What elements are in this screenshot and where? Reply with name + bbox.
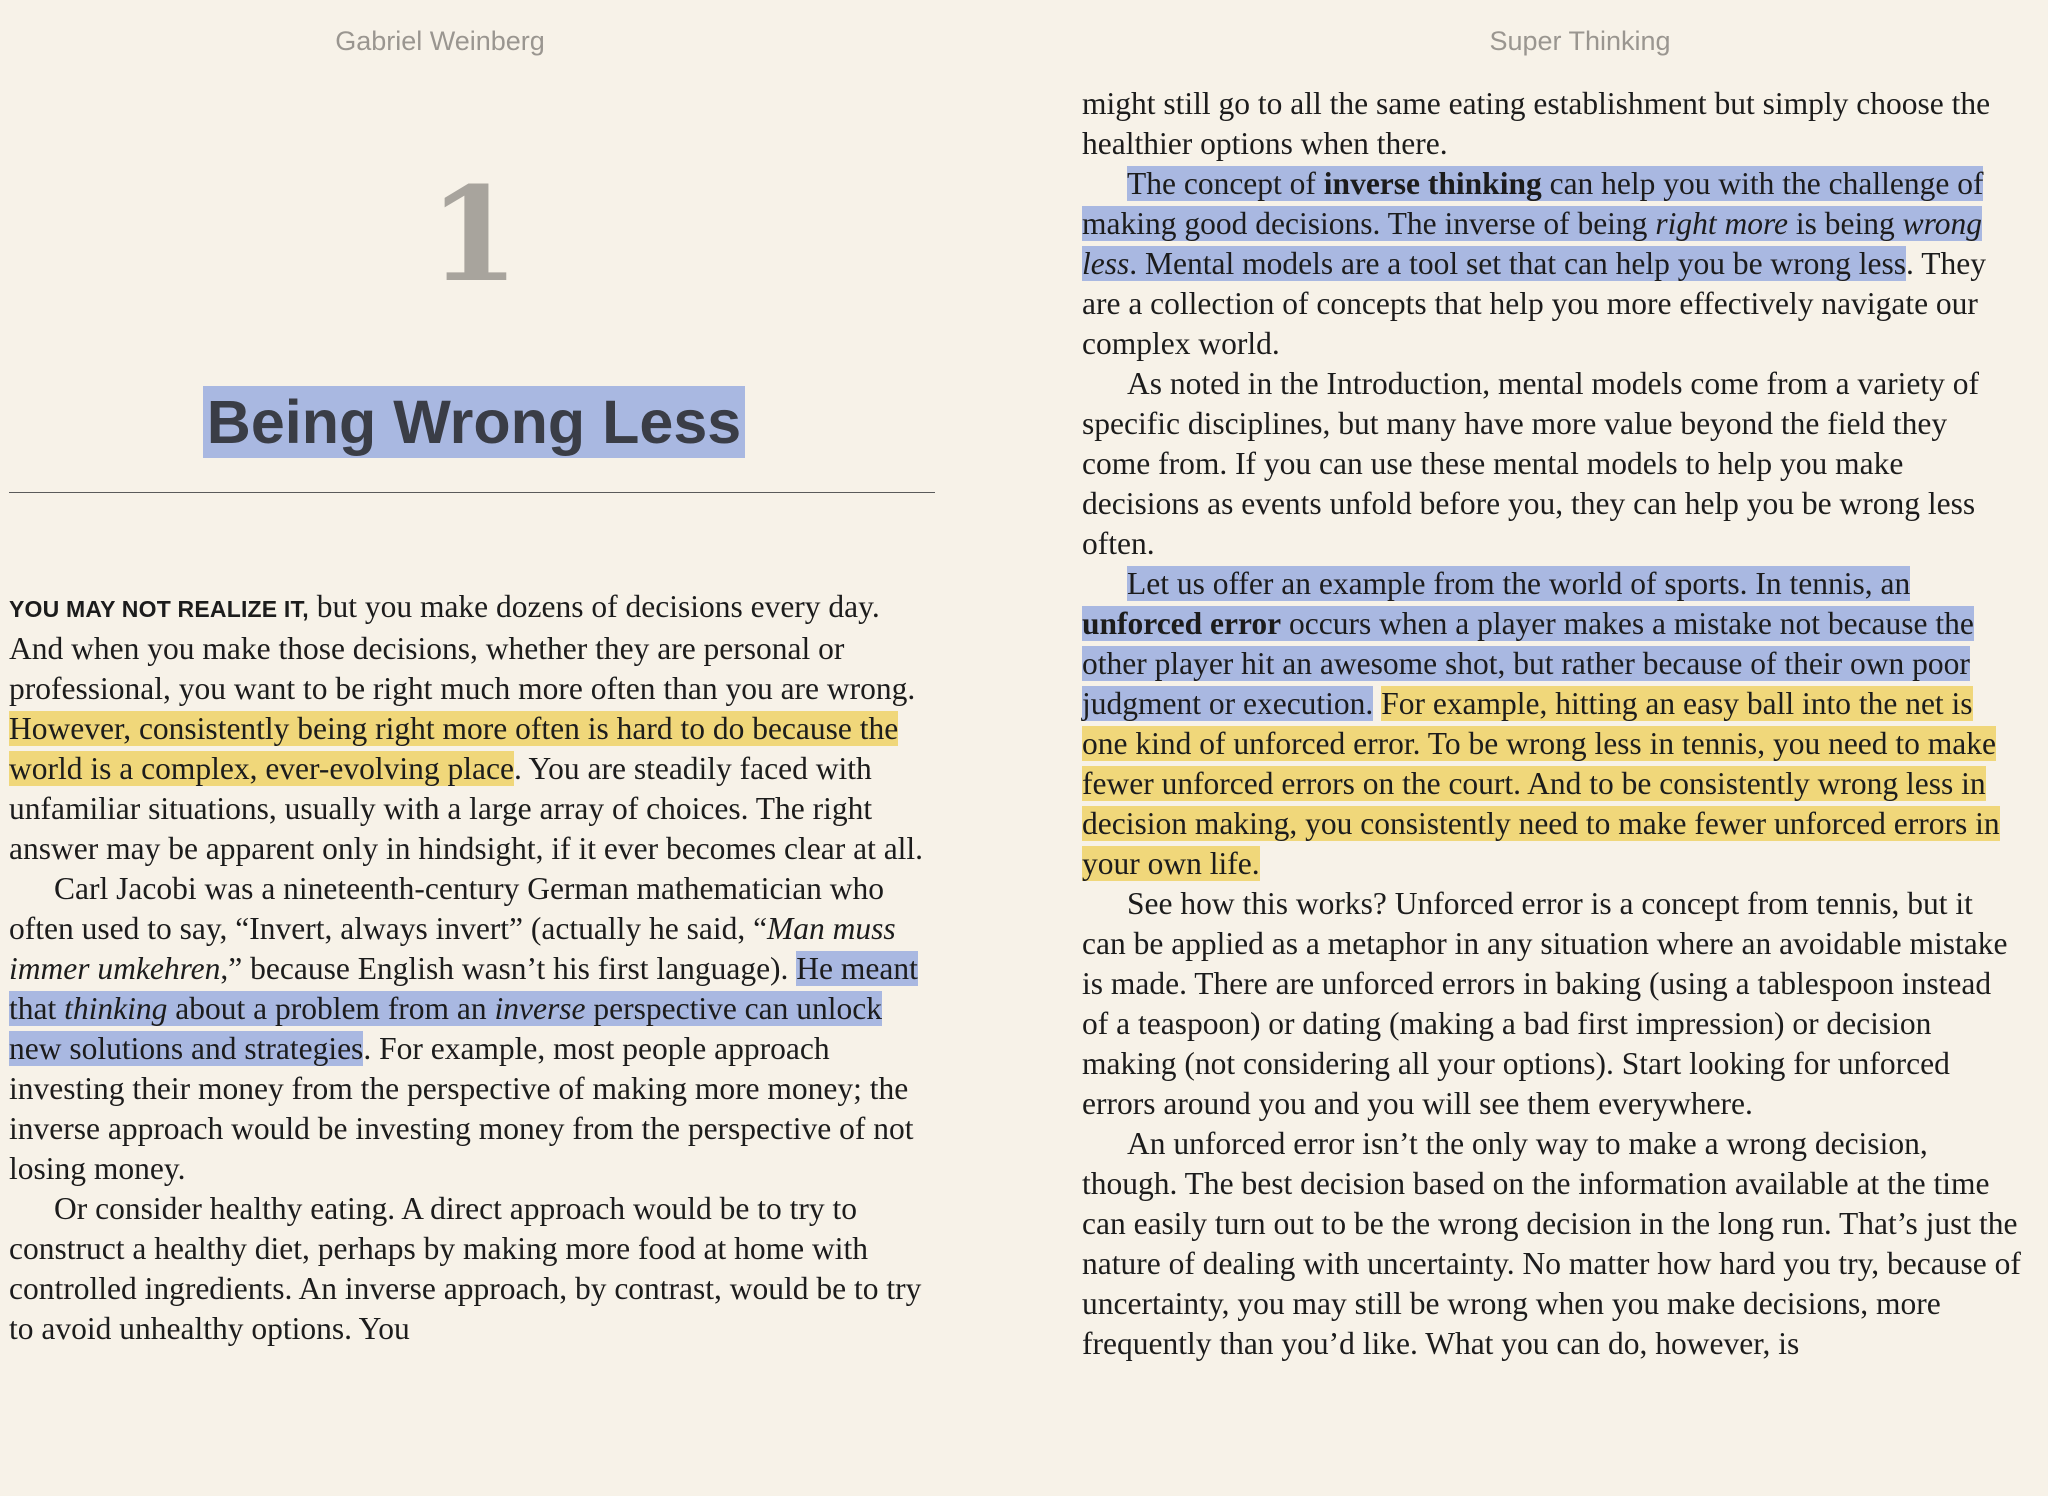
- text-run: occurs when a player makes a mistake not because the other player hit an awesome shot, but rather because of their own poor judgment or execution.: [1082, 606, 1974, 721]
- italic-text: right more: [1655, 206, 1789, 241]
- paragraph-see-how[interactable]: [1082, 884, 2022, 1124]
- paragraph-mental-models[interactable]: [1082, 364, 2022, 564]
- text-run: He meant that: [9, 951, 918, 1026]
- paragraph-unforced-error[interactable]: [1082, 564, 2022, 884]
- running-head-author: Gabriel Weinberg: [335, 26, 545, 56]
- text-run: The concept of: [1127, 166, 1324, 201]
- paragraph-uncertainty[interactable]: [1082, 1124, 2022, 1364]
- text-run: . For example, most people approach investing their money from the perspective of making more money; the inverse approach would be investing money from the perspective of not losing money.: [9, 1031, 914, 1186]
- text-run: An unforced error isn’t the only way to make a wrong decision, though. The best decision based on the information available at the time can easily turn out to be the wrong decision in the long run. That’s just the nature of dealing with uncertainty. No matter how hard you try, because of uncertainty, you may still be wrong when you make decisions, more frequently than you’d like. What you can do, however, is: [1082, 1126, 2021, 1361]
- italic-text: thinking: [64, 991, 168, 1026]
- text-run: As noted in the Introduction, mental models come from a variety of specific disciplines, but many have more value beyond the field they come from. If you can use these mental models to help you make decisions as events unfold before you, they can help you be wrong less often.: [1082, 366, 1980, 561]
- highlight-blue[interactable]: [1082, 166, 1983, 281]
- highlight-yellow[interactable]: However, consistently being right more often is hard to do because the world is a complex, ever-evolving place: [9, 711, 899, 786]
- bold-term: unforced error: [1082, 606, 1282, 641]
- italic-text: Man muss immer umkehren: [9, 911, 896, 986]
- text-run: might still go to all the same eating establishment but simply choose the healthier options when there.: [1082, 86, 1991, 161]
- chapter-title[interactable]: Being Wrong Less: [203, 386, 745, 458]
- chapter-number: 1: [428, 158, 520, 311]
- text-run: can help you with the challenge of making good decisions. The inverse of being: [1082, 166, 1984, 241]
- paragraph-inverse-thinking[interactable]: [1082, 164, 2022, 364]
- text-run: . They are a collection of concepts that help you more effectively navigate our complex world.: [1082, 246, 1986, 361]
- italic-text: wrong less: [1082, 206, 1983, 281]
- text-run: about a problem from an: [167, 991, 495, 1026]
- text-run: Carl Jacobi was a nineteenth-century German mathematician who often used to say, “Invert, always invert” (actually he said, “: [9, 871, 885, 946]
- paragraph-1[interactable]: [9, 587, 939, 869]
- bold-term: inverse thinking: [1323, 166, 1542, 201]
- text-run: [1373, 686, 1381, 721]
- right-page-body: [1082, 84, 2022, 1364]
- text-run: ,” because English wasn’t his first language).: [220, 951, 797, 986]
- text-run: . Mental models are a tool set that can help you be wrong less: [1129, 246, 1907, 281]
- italic-text: inverse: [494, 991, 586, 1026]
- text-run: but you make dozens of decisions every day. And when you make those decisions, whether they are personal or professional, you want to be right much more often than you are wrong.: [9, 589, 916, 706]
- left-page-body: [9, 587, 939, 1349]
- text-run: Or consider healthy eating. A direct approach would be to try to construct a healthy diet, perhaps by making more food at home with controlled ingredients. An inverse approach, by contrast, would be to try to avoid unhealthy options. You: [9, 1191, 922, 1346]
- text-run: . You are steadily faced with unfamiliar situations, usually with a large array of choices. The right answer may be apparent only in hindsight, if it ever becomes clear at all.: [9, 751, 924, 866]
- paragraph-3[interactable]: [9, 1189, 939, 1349]
- chapter-title-container: [9, 386, 939, 458]
- text-run: is being: [1788, 206, 1903, 241]
- text-run: perspective can unlock new solutions and strategies: [9, 991, 882, 1066]
- running-head-book-title: Super Thinking: [1489, 26, 1671, 56]
- paragraph-2[interactable]: [9, 869, 939, 1189]
- paragraph-continued[interactable]: [1082, 84, 2022, 164]
- highlight-yellow[interactable]: For example, hitting an easy ball into the net is one kind of unforced error. To be wrong less in tennis, you need to make fewer unforced errors on the court. And to be consistently wrong less in decision making, you consistently need to make fewer unforced errors in your own life.: [1082, 686, 2000, 881]
- text-run: See how this works? Unforced error is a concept from tennis, but it can be applied as a metaphor in any situation where an avoidable mistake is made. There are unforced errors in baking (using a tablespoon instead of a teaspoon) or dating (making a bad first impression) or decision making (not considering all your options). Start looking for unforced errors around you and you will see them everywhere.: [1082, 886, 2008, 1121]
- lead-in-caps: YOU MAY NOT REALIZE IT,: [9, 596, 309, 622]
- text-run: Let us offer an example from the world of sports. In tennis, an: [1127, 566, 1911, 601]
- chapter-divider: [9, 492, 935, 493]
